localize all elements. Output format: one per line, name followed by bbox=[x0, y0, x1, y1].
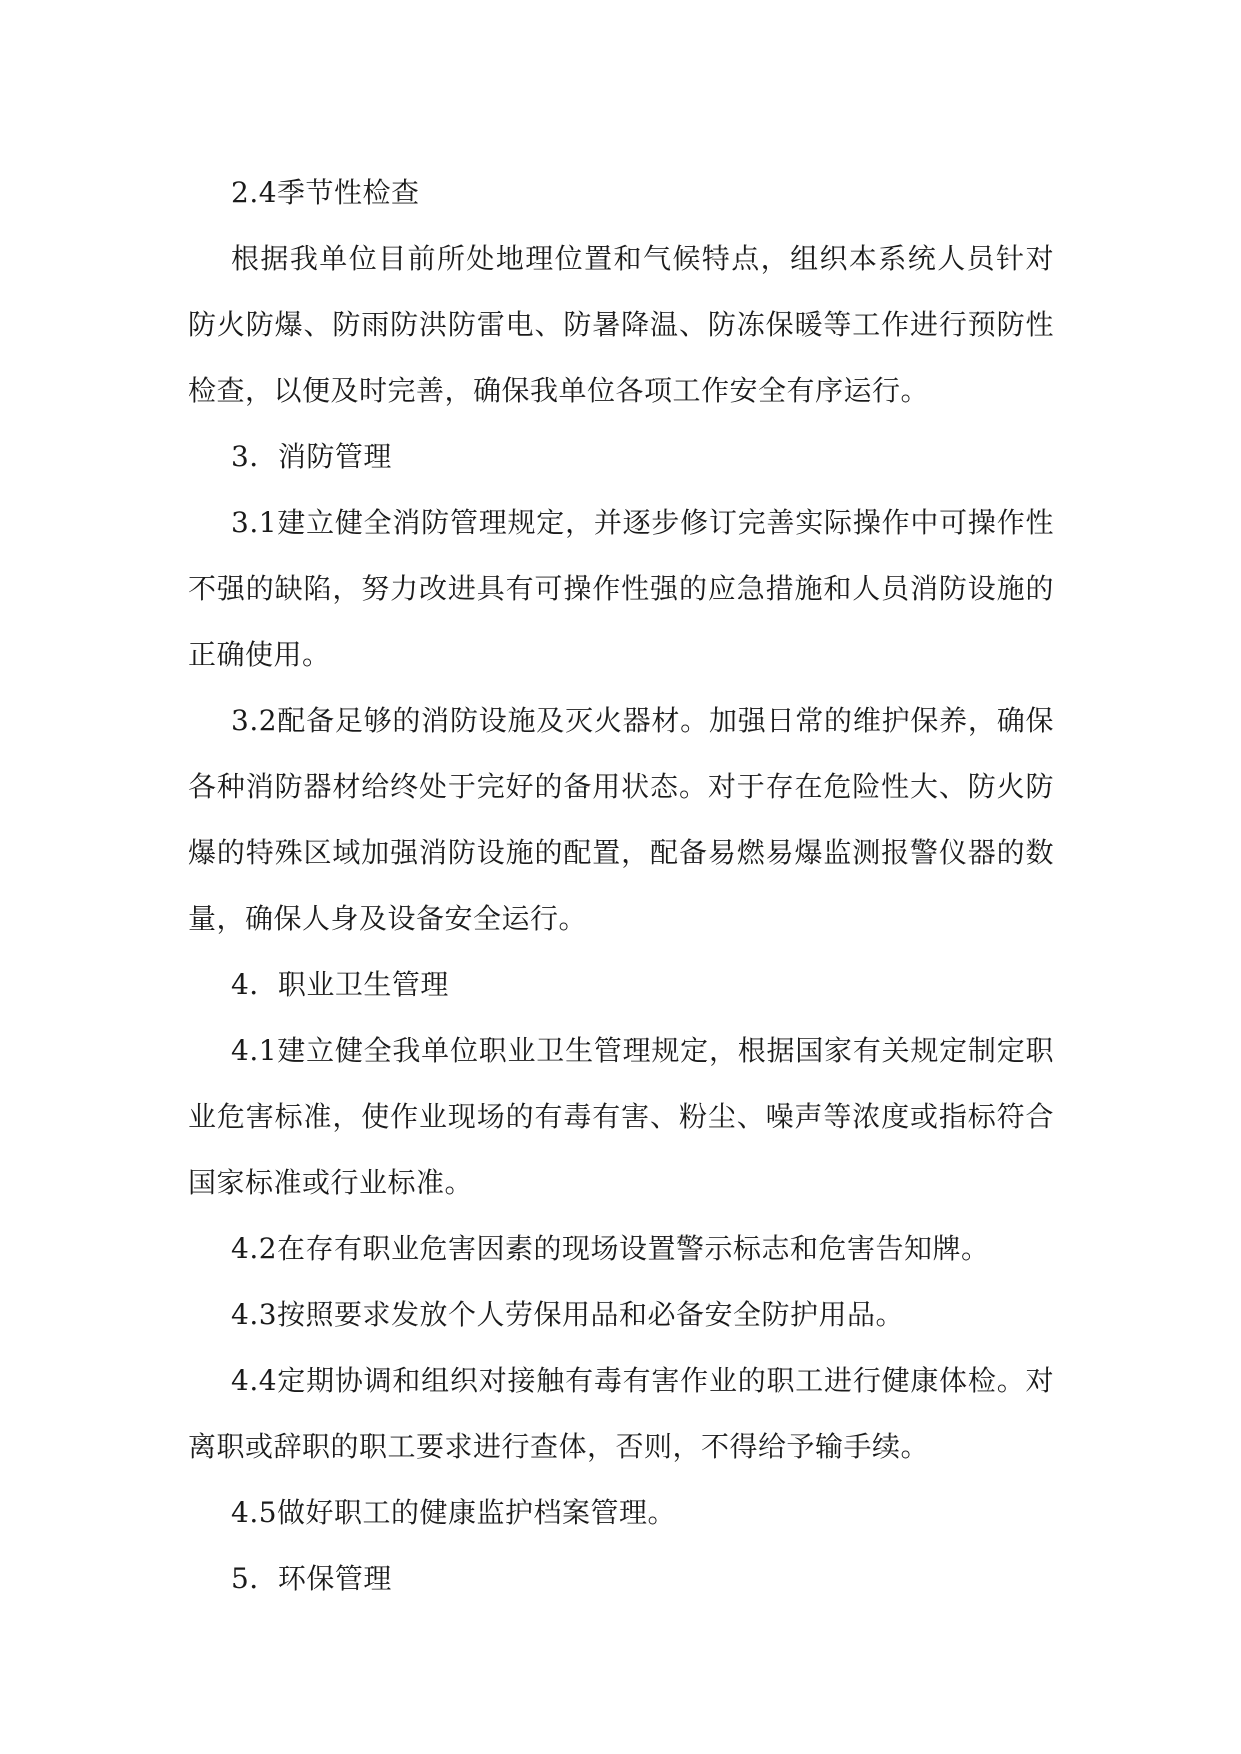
paragraph-3-2: 3.2配备足够的消防设施及灭火器材。加强日常的维护保养，确保各种消防器材给终处于完好的备用状态。对于存在危险性大、防火防爆的特殊区域加强消防设施的配置，配备易燃易爆监测报警仪器的数量，确保人身及设备安全运行。 bbox=[188, 704, 1054, 935]
paragraph-4-4: 4.4定期协调和组织对接触有毒有害作业的职工进行健康体检。对离职或辞职的职工要求进行查体，否则，不得给予输手续。 bbox=[188, 1364, 1054, 1463]
section-heading-4: 4．职业卫生管理 bbox=[231, 968, 449, 1001]
section-heading-2-4: 2.4季节性检查 bbox=[231, 176, 420, 209]
paragraph-seasonal-inspection: 根据我单位目前所处地理位置和气候特点，组织本系统人员针对防火防爆、防雨防洪防雷电、防暑降温、防冻保暖等工作进行预防性检查，以便及时完善，确保我单位各项工作安全有序运行。 bbox=[188, 242, 1054, 407]
paragraph-4-1: 4.1建立健全我单位职业卫生管理规定，根据国家有关规定制定职业危害标准，使作业现场的有毒有害、粉尘、噪声等浓度或指标符合国家标准或行业标准。 bbox=[188, 1034, 1054, 1199]
document-body bbox=[188, 160, 1054, 1612]
section-heading-5: 5．环保管理 bbox=[231, 1562, 392, 1595]
section-heading-3: 3．消防管理 bbox=[231, 440, 392, 473]
paragraph-4-3: 4.3按照要求发放个人劳保用品和必备安全防护用品。 bbox=[231, 1298, 905, 1331]
paragraph-4-5: 4.5做好职工的健康监护档案管理。 bbox=[231, 1496, 677, 1529]
paragraph-4-2: 4.2在存有职业危害因素的现场设置警示标志和危害告知牌。 bbox=[231, 1232, 990, 1265]
paragraph-3-1: 3.1建立健全消防管理规定，并逐步修订完善实际操作中可操作性不强的缺陷，努力改进具有可操作性强的应急措施和人员消防设施的正确使用。 bbox=[188, 506, 1054, 671]
